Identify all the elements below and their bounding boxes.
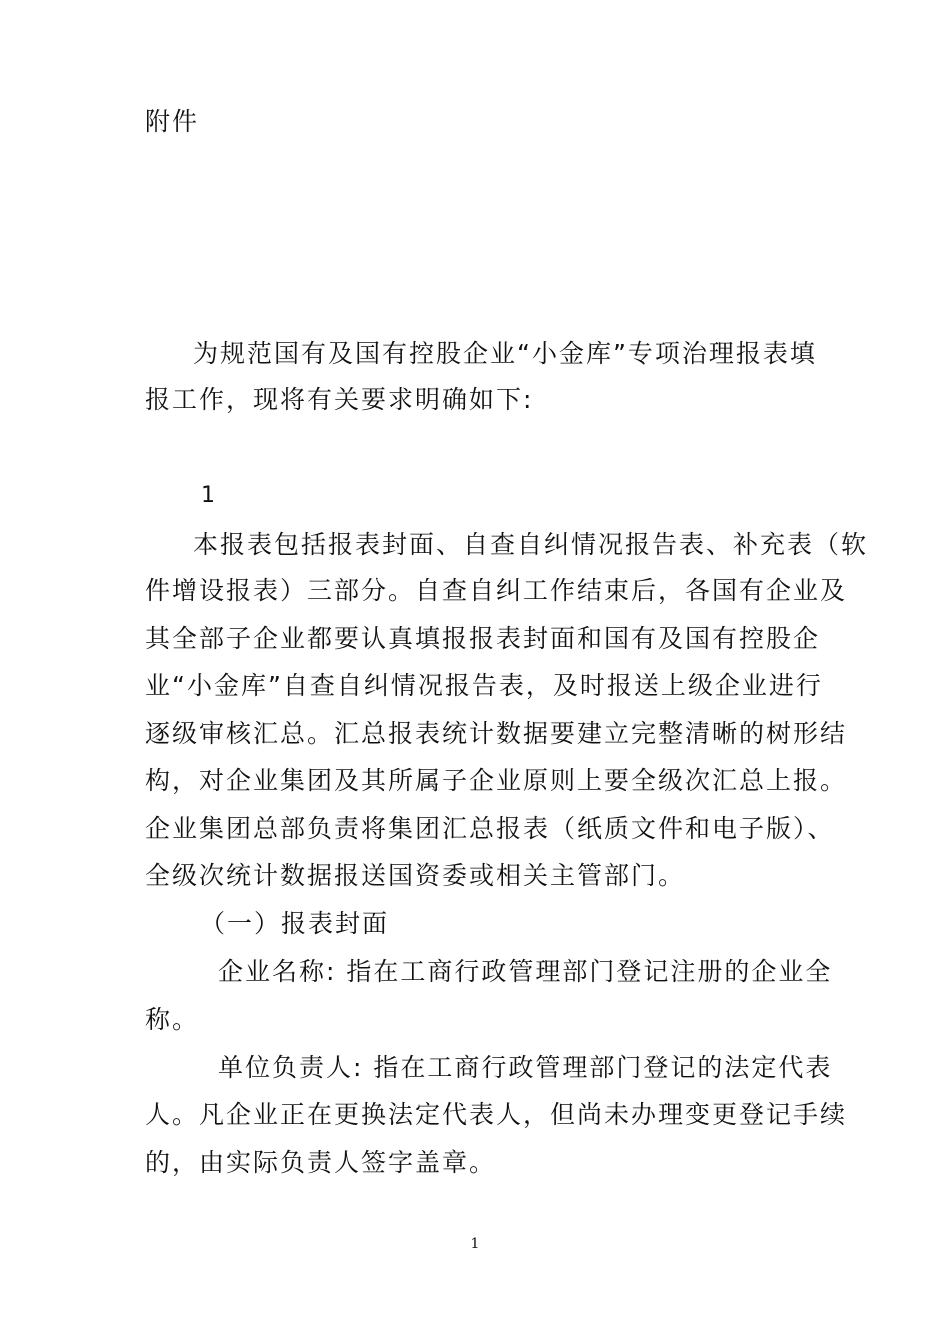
attachment-label: 附件 bbox=[145, 107, 200, 136]
para1-line-1: 本报表包括报表封面、自查自纠情况报告表、补充表（软 bbox=[193, 530, 869, 559]
intro-line-2: 报工作，现将有关要求明确如下: bbox=[145, 385, 534, 414]
para1-line-3: 其全部子企业都要认真填报报表封面和国有及国有控股企 bbox=[145, 624, 821, 653]
intro-line-1: 为规范国有及国有控股企业“小金库”专项治理报表填 bbox=[193, 339, 817, 368]
enterprise-name-line-1: 企业名称: 指在工商行政管理部门登记注册的企业全 bbox=[218, 957, 833, 986]
para1-line-2: 件增设报表）三部分。自查自纠工作结束后，各国有企业及 bbox=[145, 576, 848, 605]
unit-head-line-2: 人。凡企业正在更换法定代表人，但尚未办理变更登记手续 bbox=[145, 1100, 848, 1129]
subsection-heading bbox=[145, 481, 216, 511]
unit-head-line-3: 的，由实际负责人签字盖章。 bbox=[145, 1148, 497, 1177]
enterprise-name-line-2: 称。 bbox=[145, 1005, 200, 1034]
para1-line-4: 业“小金库”自查自纠情况报告表，及时报送上级企业进行 bbox=[145, 671, 823, 700]
page-number: 1 bbox=[470, 1236, 480, 1252]
para1-line-6: 构，对企业集团及其所属子企业原则上要全级次汇总上报。 bbox=[145, 766, 848, 795]
para1-line-8: 全级次统计数据报送国资委或相关主管部门。 bbox=[145, 861, 686, 890]
unit-head-line-1: 单位负责人: 指在工商行政管理部门登记的法定代表 bbox=[218, 1053, 833, 1082]
cover-heading: （一）报表封面 bbox=[200, 909, 390, 938]
subsection-heading-number: 1 bbox=[201, 483, 216, 508]
para1-line-7: 企业集团总部负责将集团汇总报表（纸质文件和电子版）、 bbox=[145, 814, 835, 843]
para1-line-5: 逐级审核汇总。汇总报表统计数据要建立完整清晰的树形结 bbox=[145, 719, 848, 748]
